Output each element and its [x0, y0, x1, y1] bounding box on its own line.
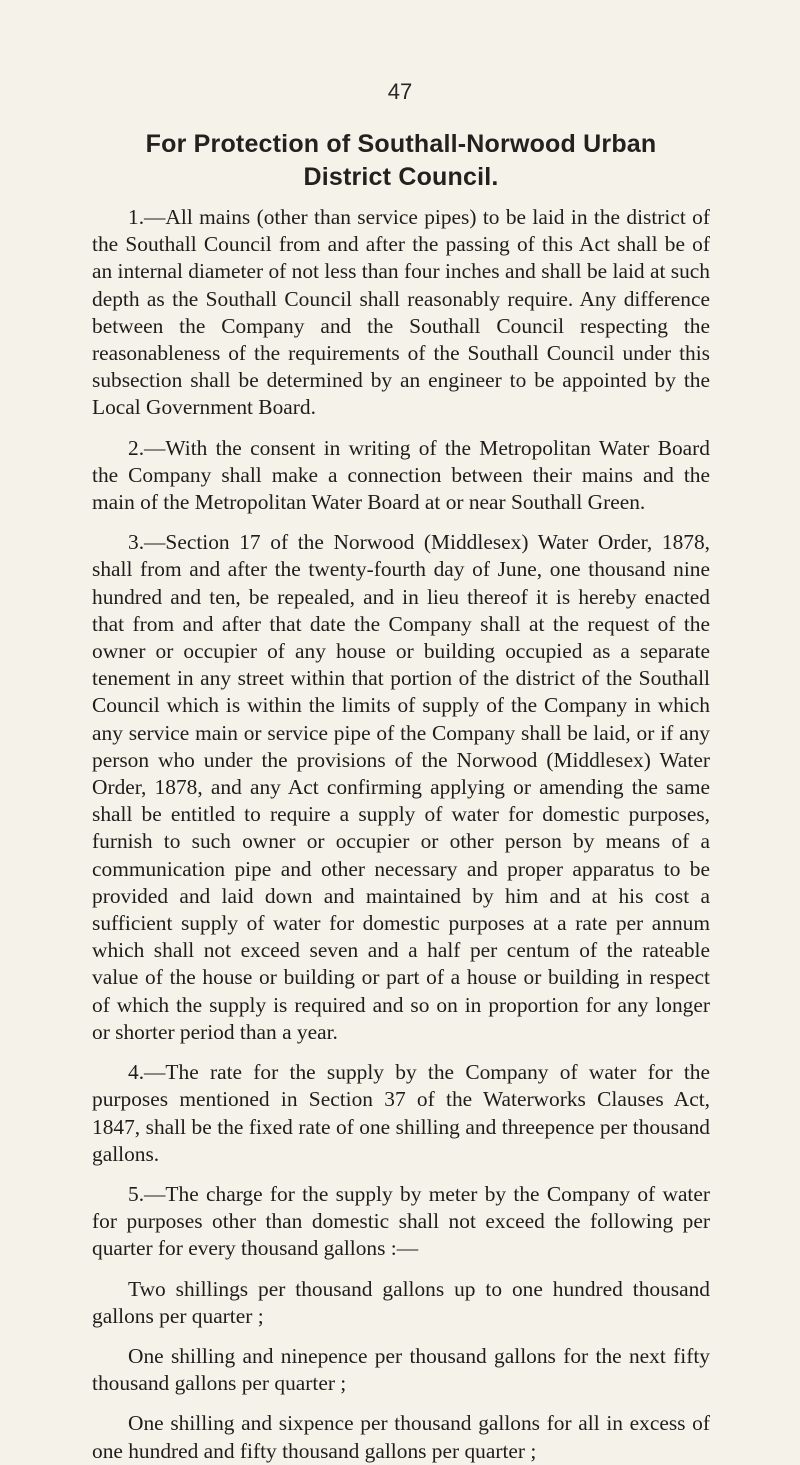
clause-5-rate-1: Two shillings per thousand gallons up to one hundred thousand gallons per quarter ;: [92, 1276, 710, 1328]
clause-5-rate-3: One shilling and sixpence per thousand gallons for all in excess of one hundred and fifty thousand gallons per quarter ;: [92, 1411, 710, 1463]
clause-4: 4.—The rate for the supply by the Company of water for the purposes mentioned in Section 37 of the Waterworks Clauses Act, 1847, shall be the fixed rate of one shilling and threepence per thousand gallons.: [92, 1060, 710, 1166]
document-body: [92, 204, 710, 1465]
page-number: 47: [387, 79, 413, 104]
clause-5: 5.—The charge for the supply by meter by the Company of water for purposes other than domestic shall not exceed the following per quarter for every thousand gallons :—: [92, 1181, 710, 1261]
clause-1: 1.—All mains (other than service pipes) to be laid in the district of the Southall Council from and after the passing of this Act shall be of an internal diameter of not less than four inches and shall be laid at such depth as the Southall Council shall reasonably require. Any difference between the Company and the Southall Council respecting the reasonableness of the requirements of the Southall Council under this subsection shall be determined by an engineer to be appointed by the Local Government Board.: [92, 205, 710, 420]
heading-line-2: District Council.: [303, 163, 499, 191]
clause-2: 2.—With the consent in writing of the Metropolitan Water Board the Company shall make a connection between their mains and the main of the Metropolitan Water Board at or near Southall Green.: [92, 435, 710, 515]
clause-3: 3.—Section 17 of the Norwood (Middlesex) Water Order, 1878, shall from and after the twenty-fourth day of June, one thousand nine hundred and ten, be repealed, and in lieu thereof it is hereby enacted that from and after that date the Company shall at the request of the owner or occupier of any house or building occupied as a separate tenement in any street within that portion of the district of the Southall Council which is within the limits of supply of the Company in which any service main or service pipe of the Company shall be laid, or if any person who under the provisions of the Norwood (Middlesex) Water Order, 1878, and any Act confirming applying or amending the same shall be entitled to require a supply of water for domestic purposes, furnish to such owner or occupier or other person by means of a communication pipe and other necessary and proper apparatus to be provided and laid down and maintained by him and at his cost a sufficient supply of water for domestic purposes at a rate per annum which shall not exceed seven and a half per centum of the rateable value of the house or building or part of a house or building in respect of which the supply is required and so on in proportion for any longer or shorter period than a year.: [92, 530, 710, 1044]
section-heading: [92, 128, 710, 194]
clause-5-rate-2: One shilling and ninepence per thousand gallons for the next fifty thousand gallons per quarter ;: [92, 1343, 710, 1396]
heading-line-1: For Protection of Southall-Norwood Urban: [145, 130, 657, 158]
